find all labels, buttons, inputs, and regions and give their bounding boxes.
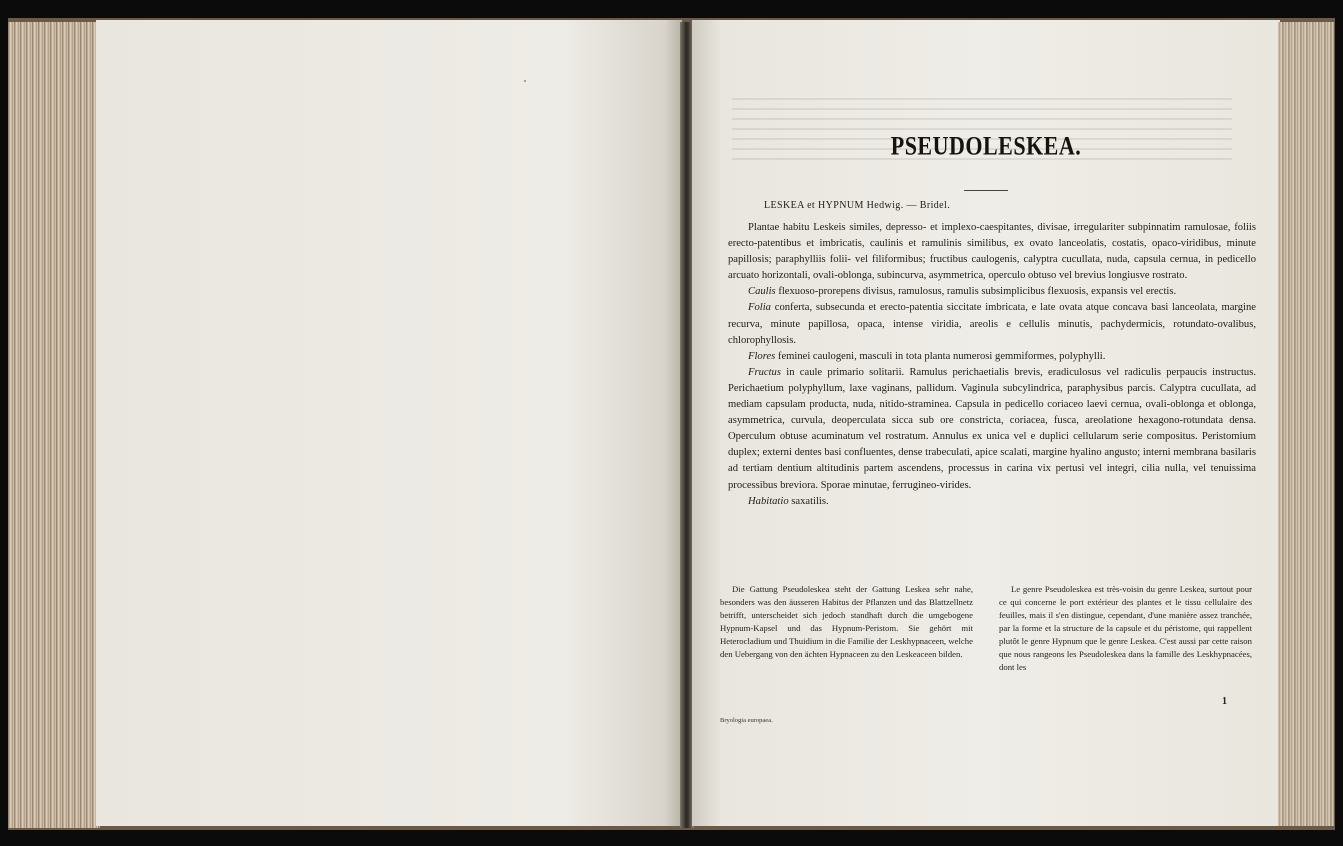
paragraph-flores: Flores feminei caulogeni, masculi in tota planta numerosi gemmiformes, polyphylli. (748, 350, 1106, 362)
paragraph-caulis: Caulis flexuoso-prorepens divisus, ramulosus, ramulis subsimplicibus flexuosis, expansis vel erectis. (748, 286, 1177, 298)
french-column (999, 583, 1252, 674)
right-page (692, 20, 1280, 826)
left-page-edges (8, 22, 100, 828)
synonym-line: LESKEA et HYPNUM Hedwig. — Bridel. (764, 200, 951, 211)
paragraph-habitatio: Habitatio saxatilis. (748, 495, 829, 507)
paragraph-plantae: Plantae habitu Leskeis similes, depresso- et implexo-caespitantes, divisae, irregulariter subpinnatim ramulosae, foliis erecto-patentibus et imbricatis, caulinis et ramulinis similibus, ex ovato lanceolatis, costatis, opaco-viridibus, minute papillosis; paraphylliis folii- vel filiformibus; fructibus caulogenis, calyptra cucullata, nuda, capsula cernua, in pedicello arcuato horizontali, ovali-oblonga, subincurva, asymmetrica, operculo obtuso vel brevius longiusve rostrato. (728, 222, 1256, 282)
left-page-blank (96, 20, 682, 826)
paragraph-fructus: Fructus in caule primario solitarii. Ramulus perichaetialis brevis, eradiculosus vel radiculis perpaucis instructus. Perichaetium polyphyllum, laxe vaginans, pallidum. Vaginula subcylindrica, paraphysibus parcis. Calyptra cucullata, ad mediam capsulam producta, nuda, nitido-straminea. Capsula in pedicello coriaceo laevi cernua, ovali-oblonga et oblonga, asymmetrica, curvula, deoperculata sicca sub ore constricta, coriacea, fusca, areolatione hexagono-rotundata densa. Operculum obtuse acuminatum vel rostratum. Annulus ex unica vel e duplici cellularum serie compositus. Peristomium duplex; externi dentes basi confluentes, dense trabeculati, apice scalati, margine hyalino angusto; interni membrana basilaris ad tertiam dentium altitudinis partem ascendens, processus in carina vix pertusi vel integri, cilia nulla, vel tenuissima processibus breviora. Sporae minutae, ferrugineo-virides. (728, 366, 1256, 491)
french-paragraph: Le genre Pseudoleskea est très-voisin du genre Leskea, surtout pour ce qui concerne le port extérieur des plantes et le tissu cellulaire des feuilles, mais il s'en distingue, cependant, d'une manière assez tranchée, par la forme et la structure de la capsule et du péristome, qui rappellent plutôt le genre Hypnum que le genre Leskea. C'est aussi par cette raison que nous rangeons les Pseudoleskea dans la famille des Leskhypnacées, dont les (999, 584, 1252, 672)
title-rule (964, 190, 1008, 191)
paragraph-folia: Folia conferta, subsecunda et erecto-patentia siccitate imbricata, e late ovata atque concava basi lanceolata, margine recurva, minute papillosa, opaca, intense viridia, areolis e cellulis minutis, pachydermicis, rotundato-ovalibus, chlorophyllosis. (728, 302, 1256, 346)
german-column (720, 583, 973, 661)
paper-speck (524, 80, 526, 82)
right-page-edges (1278, 22, 1334, 826)
page-number: 1 (1222, 696, 1227, 707)
german-paragraph: Die Gattung Pseudoleskea steht der Gattung Leskea sehr nahe, besonders was den äusseren Habitus der Pflanzen und das Blattzellnetz betrifft, unterscheidet sich jedoch standhaft durch die umgebogene Hypnum-Kapsel und das Hypnum-Peristom. Sie gehört mit Heterocladium und Thuidium in die Familie der Leskhypnaceen, welche den Uebergang von den ächten Hypnaceen zu den Leskeaceen bilden. (720, 584, 973, 659)
signature-mark: Bryologia europaea. (720, 717, 773, 724)
latin-description (728, 220, 1256, 510)
page-title: PSEUDOLESKEA. (890, 130, 1082, 161)
